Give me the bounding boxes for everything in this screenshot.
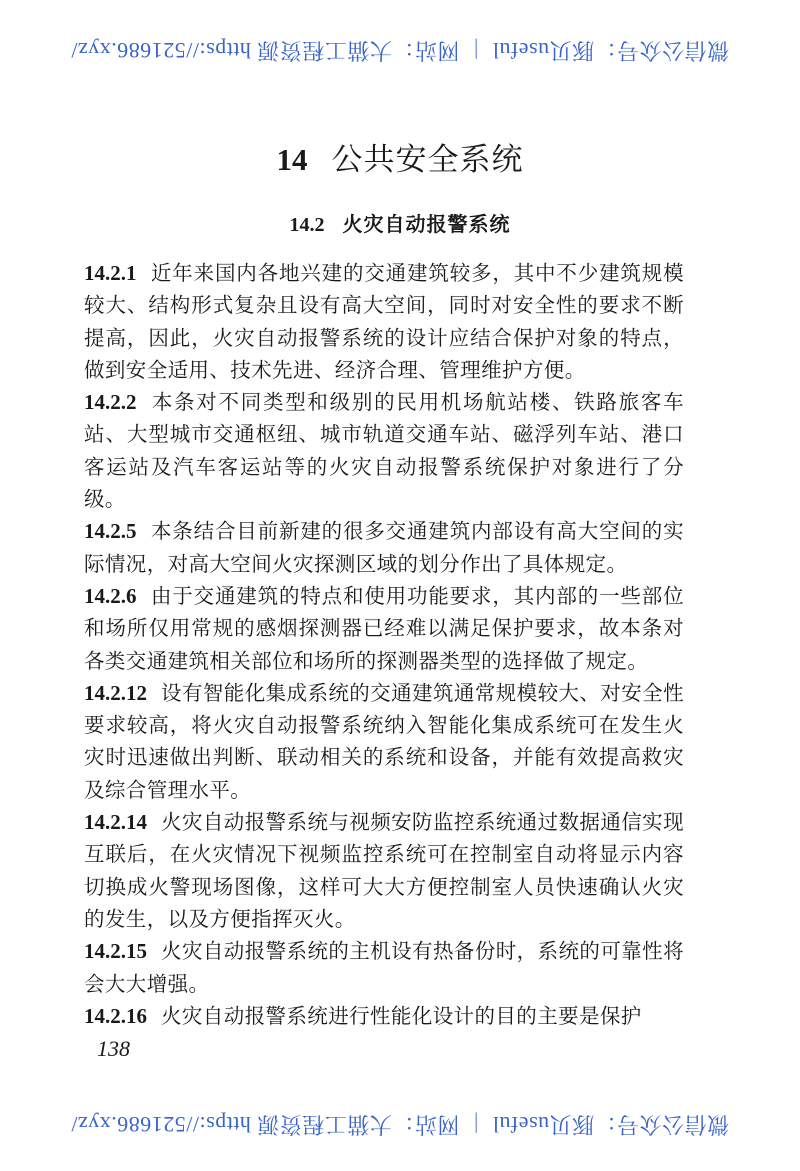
chapter-title bbox=[0, 140, 800, 180]
clause-text: 火灾自动报警系统的主机设有热备份时，系统的可靠性将会大大增强。 bbox=[84, 939, 684, 996]
watermark-wechat: 微信公众号：豚贝useful bbox=[492, 38, 730, 63]
clause-14-2-15 bbox=[84, 935, 684, 1000]
clause-number: 14.2.16 bbox=[84, 1003, 147, 1028]
clause-number: 14.2.5 bbox=[84, 519, 137, 544]
body-text bbox=[84, 257, 684, 1032]
section-title bbox=[0, 210, 800, 239]
watermark-separator: | bbox=[473, 38, 479, 63]
clause-number: 14.2.1 bbox=[84, 261, 137, 285]
clause-14-2-16 bbox=[84, 1000, 684, 1032]
clause-text: 近年来国内各地兴建的交通建筑较多，其中不少建筑规模较大、结构形式复杂且设有高大空间，同时对安全性的要求不断提高，因此，火灾自动报警系统的设计应结合保护对象的特点，做到安全适用、技术先进、经济合理、管理维护方便。 bbox=[84, 261, 684, 382]
clause-14-2-12 bbox=[84, 677, 684, 806]
clause-14-2-2 bbox=[84, 386, 684, 515]
clause-text: 由于交通建筑的特点和使用功能要求，其内部的一些部位和场所仅用常规的感烟探测器已经难以满足保护要求，故本条对各类交通建筑相关部位和场所的探测器类型的选择做了规定。 bbox=[84, 583, 684, 673]
clause-14-2-5 bbox=[84, 515, 684, 580]
clause-number: 14.2.15 bbox=[84, 939, 147, 964]
watermark-separator: | bbox=[473, 1112, 479, 1137]
watermark-bottom bbox=[0, 1110, 800, 1141]
clause-number: 14.2.6 bbox=[84, 583, 137, 608]
clause-14-2-14 bbox=[84, 806, 684, 935]
clause-text: 本条对不同类型和级别的民用机场航站楼、铁路旅客车站、大型城市交通枢纽、城市轨道交通车站、磁浮列车站、港口客运站及汽车客运站等的火灾自动报警系统保护对象进行了分级。 bbox=[84, 390, 684, 512]
clause-number: 14.2.12 bbox=[84, 680, 147, 705]
chapter-title-text: 公共安全系统 bbox=[331, 142, 524, 178]
watermark-wechat: 微信公众号：豚贝useful bbox=[492, 1112, 730, 1137]
clause-text: 本条结合目前新建的很多交通建筑内部设有高大空间的实际情况，对高大空间火灾探测区域的划分作出了具体规定。 bbox=[84, 519, 684, 576]
clause-14-2-6 bbox=[84, 580, 684, 677]
clause-text: 火灾自动报警系统进行性能化设计的目的主要是保护 bbox=[161, 1003, 642, 1028]
chapter-number: 14 bbox=[276, 142, 308, 177]
page-number: 138 bbox=[97, 1036, 130, 1061]
watermark-website: 网站：大猫工程资源 https://521686.xyz/ bbox=[70, 1112, 460, 1137]
clause-number: 14.2.14 bbox=[84, 810, 147, 835]
clause-14-2-1 bbox=[84, 257, 684, 386]
section-title-text: 火灾自动报警系统 bbox=[342, 212, 511, 236]
watermark-top bbox=[0, 36, 800, 67]
clause-number: 14.2.2 bbox=[84, 390, 137, 415]
section-number: 14.2 bbox=[289, 214, 325, 236]
watermark-website: 网站：大猫工程资源 https://521686.xyz/ bbox=[70, 38, 460, 63]
clause-text: 火灾自动报警系统与视频安防监控系统通过数据通信实现互联后，在火灾情况下视频监控系统可在控制室自动将显示内容切换成火警现场图像，这样可大大方便控制室人员快速确认火灾的发生，以及方便指挥灭火。 bbox=[84, 810, 684, 931]
clause-text: 设有智能化集成系统的交通建筑通常规模较大、对安全性要求较高，将火灾自动报警系统纳入智能化集成系统可在发生火灾时迅速做出判断、联动相关的系统和设备，并能有效提高救灾及综合管理水平。 bbox=[84, 680, 684, 802]
